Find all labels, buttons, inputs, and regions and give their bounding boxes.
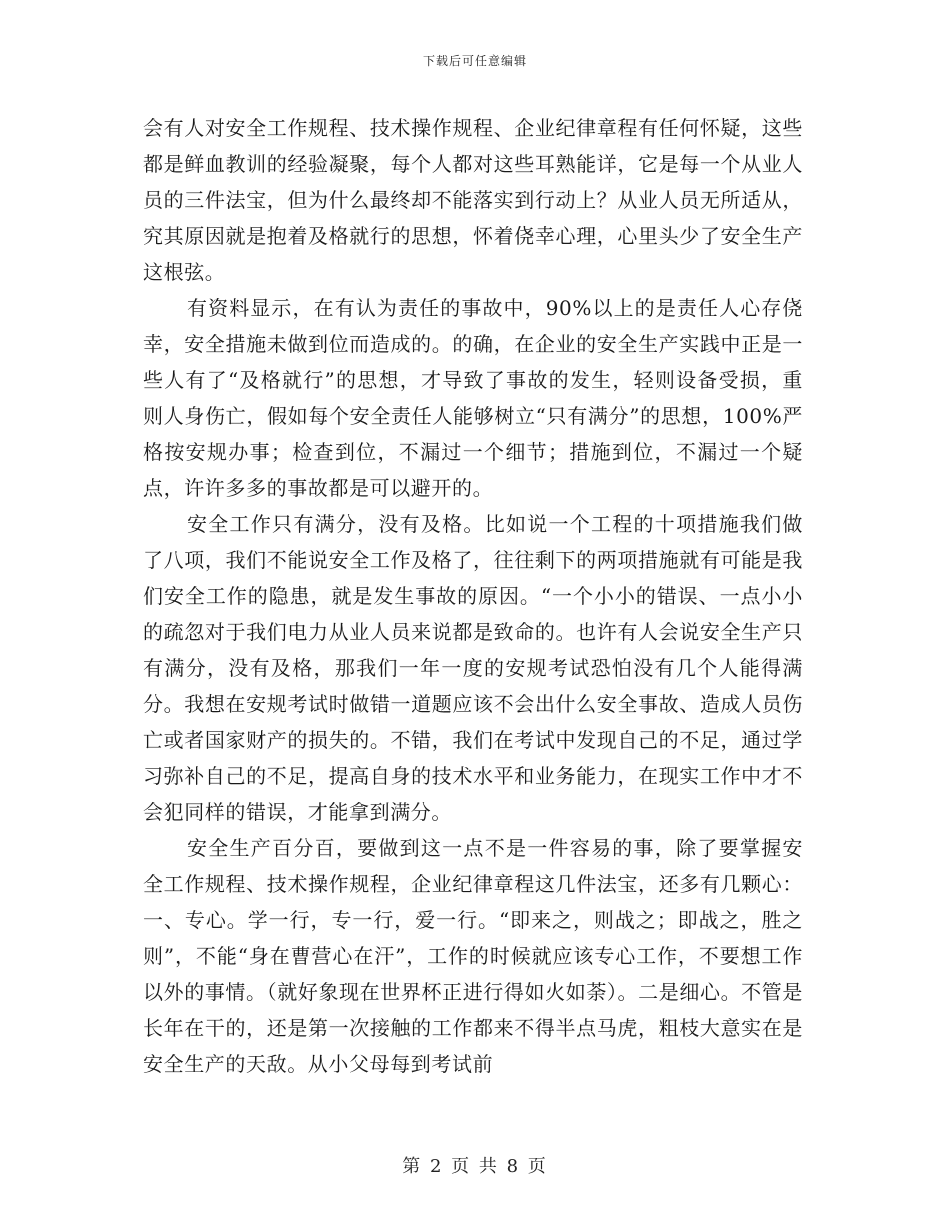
- paragraph-3: 安全工作只有满分，没有及格。比如说一个工程的十项措施我们做了八项，我们不能说安全工作及格了，往往剩下的两项措施就有可能是我们安全工作的隐患，就是发生事故的原因。“一个小小的错误、一点小小的疏忽对于我们电力从业人员来说都是致命的。也许有人会说安全生产只有满分，没有及格，那我们一年一度的安规考试恐怕没有几个人能得满分。我想在安规考试时做错一道题应该不会出什么安全事故、造成人员伤亡或者国家财产的损失的。不错，我们在考试中发现自己的不足，通过学习弥补自己的不足，提高自身的技术水平和业务能力，在现实工作中才不会犯同样的错误，才能拿到满分。: [143, 512, 803, 824]
- document-body: [143, 110, 803, 1082]
- paragraph-2: 有资料显示，在有认为责任的事故中，90%以上的是责任人心存侥幸，安全措施未做到位而造成的。的确，在企业的安全生产实践中正是一些人有了“及格就行”的思想，才导致了事故的发生，轻则设备受损，重则人身伤亡，假如每个安全责任人能够树立“只有满分”的思想，100%严格按安规办事；检查到位，不漏过一个细节；措施到位，不漏过一个疑点，许许多多的事故都是可以避开的。: [143, 296, 803, 500]
- paragraph-4: 安全生产百分百，要做到这一点不是一件容易的事，除了要掌握安全工作规程、技术操作规程，企业纪律章程这几件法宝，还多有几颗心：一、专心。学一行，专一行，爱一行。“即来之，则战之；即战之，胜之则”，不能“身在曹营心在汗”，工作的时候就应该专心工作，不要想工作以外的事情。（就好象现在世界杯正进行得如火如荼）。二是细心。不管是长年在干的，还是第一次接触的工作都来不得半点马虎，粗枝大意实在是安全生产的天敌。从小父母每到考试前: [143, 836, 803, 1076]
- paragraph-1: 会有人对安全工作规程、技术操作规程、企业纪律章程有任何怀疑，这些都是鲜血教训的经验凝聚，每个人都对这些耳熟能详，它是每一个从业人员的三件法宝，但为什么最终却不能落实到行动上？从业人员无所适从，究其原因就是抱着及格就行的思想，怀着侥幸心理，心里头少了安全生产这根弦。: [143, 116, 803, 284]
- page-header-note: 下载后可任意编辑: [422, 54, 527, 68]
- page-number-footer: 第 2 页 共 8 页: [402, 1156, 548, 1177]
